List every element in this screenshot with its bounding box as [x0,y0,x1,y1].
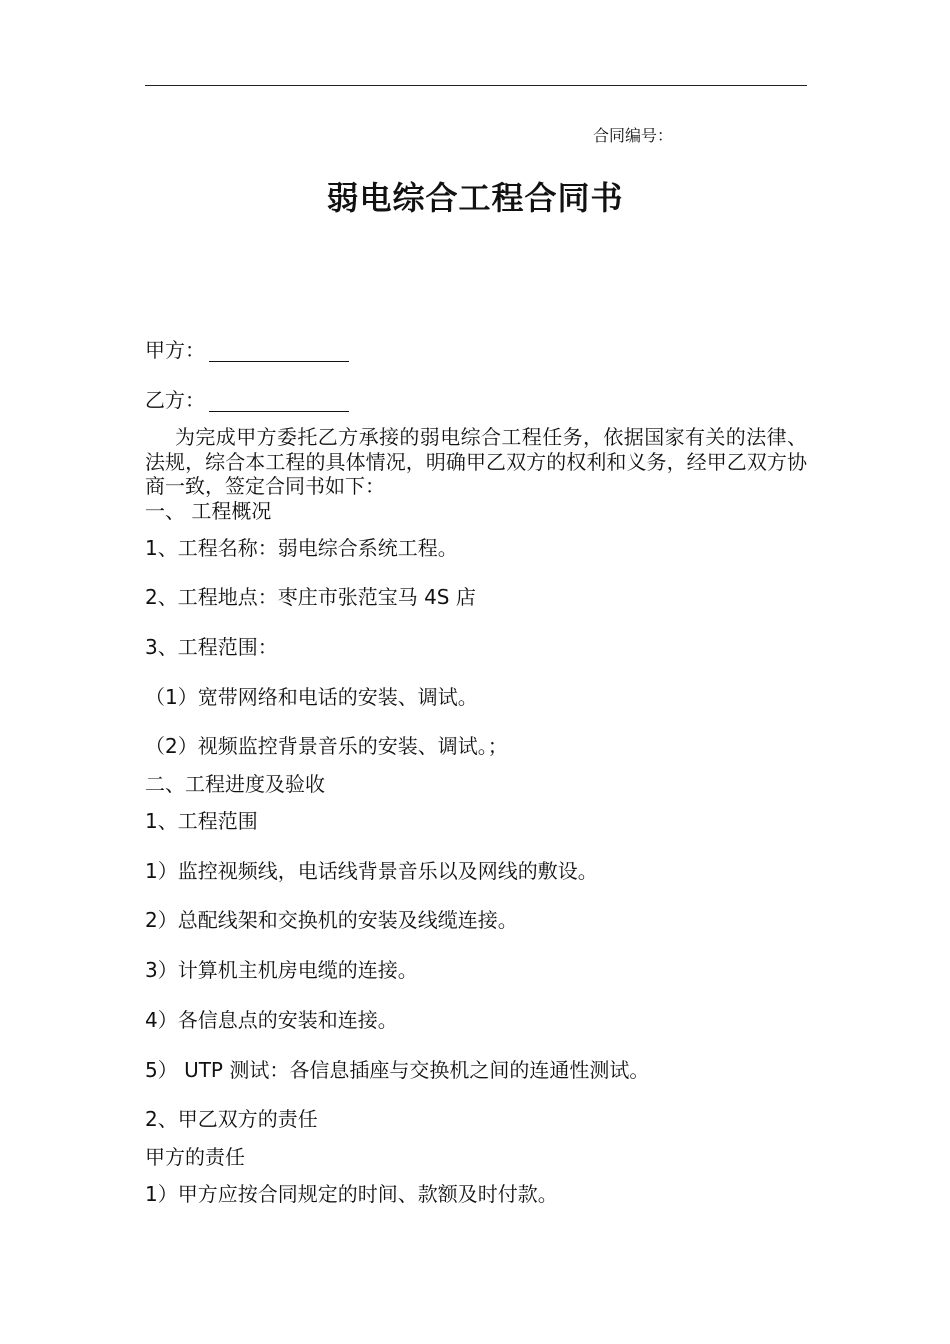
contract-number-label: 合同编号： [593,126,674,145]
scope-item: 1）监控视频线，电话线背景音乐以及网线的敷设。 [145,859,598,883]
scope-item: 5） UTP 测试：各信息插座与交换机之间的连通性测试。 [145,1058,650,1082]
intro-paragraph: 为完成甲方委托乙方承接的弱电综合工程任务，依据国家有关的法律、法规，综合本工程的具体情况，明确甲乙双方的权利和义务，经甲乙双方协商一致，签定合同书如下： [145,425,807,498]
section-1-item-3: 3、工程范围： [145,635,278,659]
party-a-blank [209,341,349,362]
scope-item: 3）计算机主机房电缆的连接。 [145,958,418,982]
party-a-responsibilities-heading: 甲方的责任 [145,1145,245,1169]
party-b-row [145,388,349,412]
section-2-heading: 二、工程进度及验收 [145,772,325,796]
section-1-item-2: 2、工程地点：枣庄市张范宝马 4S 店 [145,585,476,609]
party-a-responsibility-item: 1）甲方应按合同规定的时间、款额及时付款。 [145,1182,558,1206]
section-2-scope-heading: 1、工程范围 [145,809,258,833]
section-1-heading: 一、 工程概况 [145,499,272,523]
responsibilities-heading: 2、甲乙双方的责任 [145,1107,318,1131]
section-1-item-1: 1、工程名称：弱电综合系统工程。 [145,536,458,560]
party-a-row [145,338,349,362]
party-b-label: 乙方： [145,388,205,412]
party-a-label: 甲方： [145,338,205,362]
document-title: 弱电综合工程合同书 [326,179,624,217]
party-b-blank [209,391,349,412]
section-1-sub-1: （1）宽带网络和电话的安装、调试。 [145,685,478,709]
section-1-sub-2: （2）视频监控背景音乐的安装、调试。； [145,734,508,758]
scope-item: 2）总配线架和交换机的安装及线缆连接。 [145,908,518,932]
header-rule [145,85,807,86]
scope-item: 4）各信息点的安装和连接。 [145,1008,398,1032]
